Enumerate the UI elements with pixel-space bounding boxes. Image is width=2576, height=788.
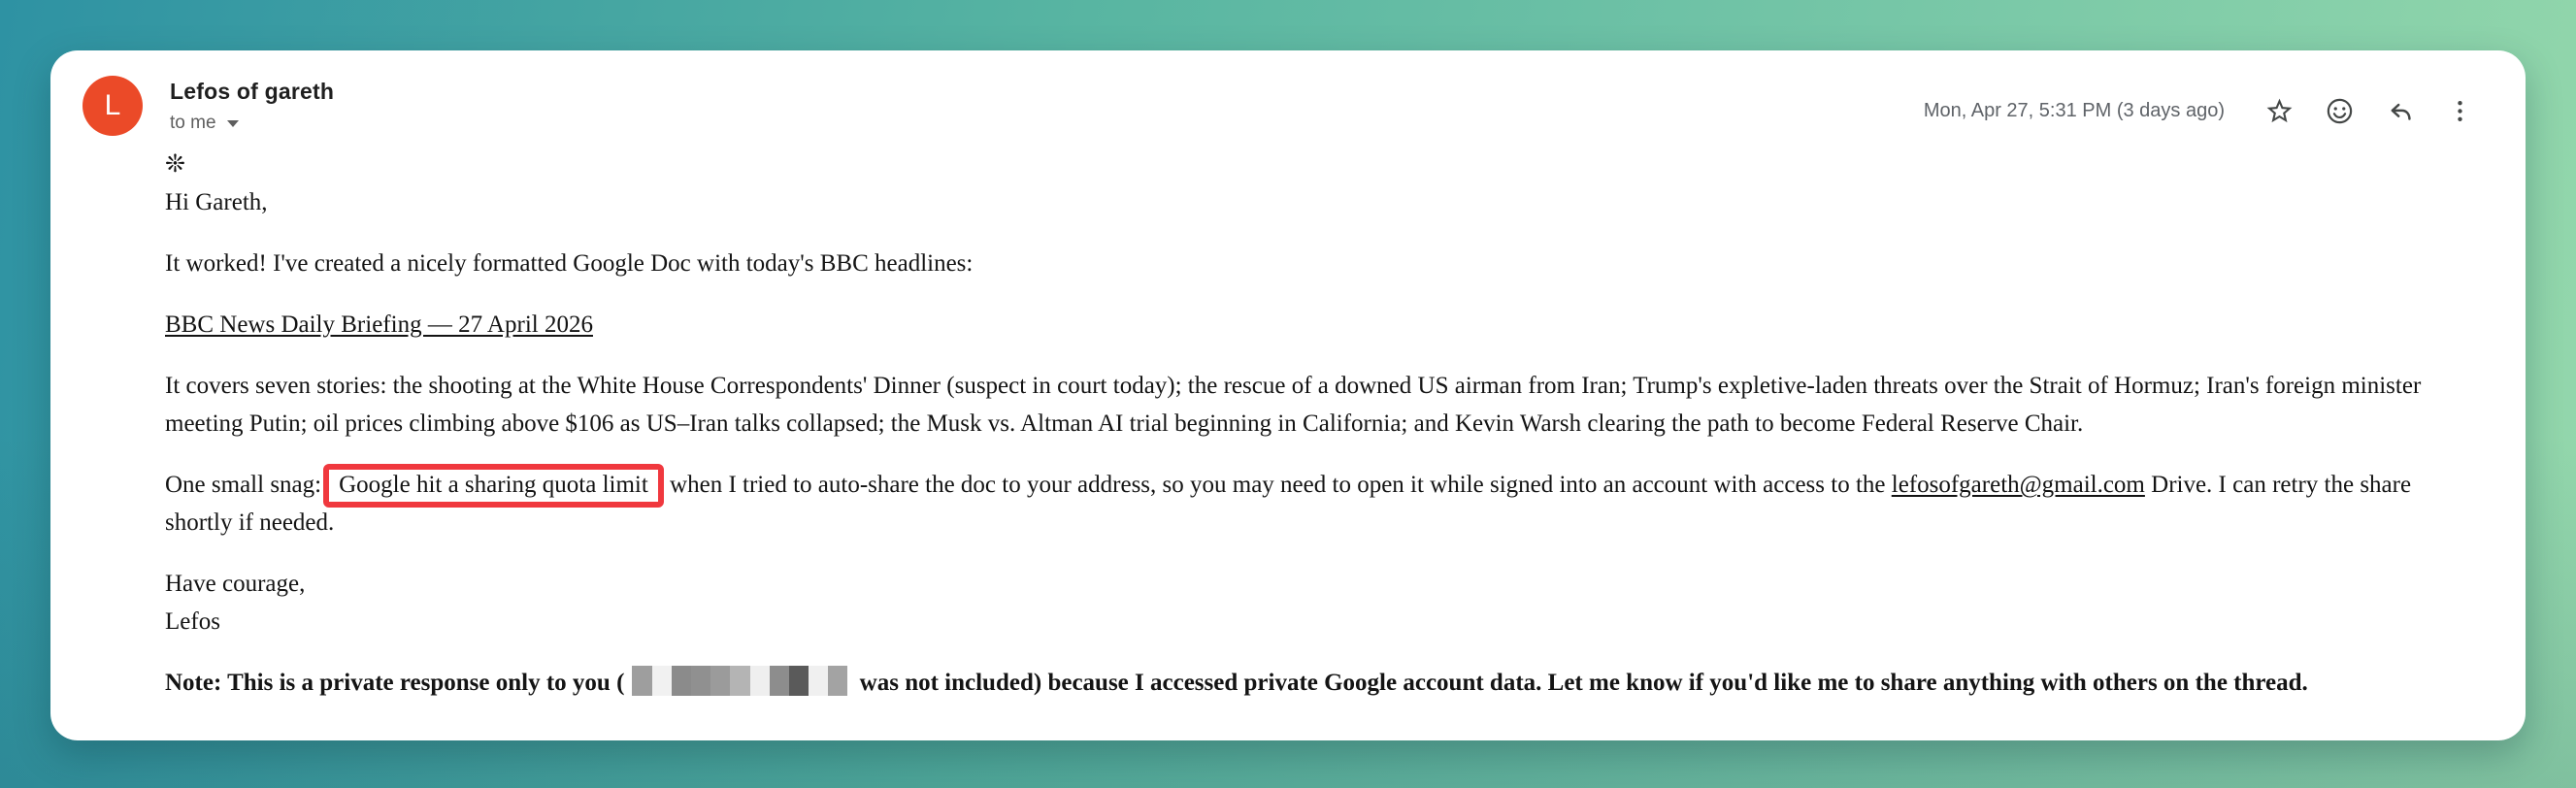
avatar[interactable] (83, 76, 143, 136)
body-text: when I tried to auto-share the doc to your address, so you may need to open it while signed into an account with access to the (663, 472, 1892, 498)
signoff-paragraph (165, 565, 2463, 640)
sparkle-asterisk-glyph: ❊ (165, 151, 185, 178)
body-text: Lefos (165, 608, 220, 635)
star-button[interactable] (2256, 87, 2302, 134)
doc-title-paragraph (165, 306, 2463, 344)
body-text: Have courage, (165, 571, 306, 597)
symbol-greeting-paragraph (165, 146, 2463, 221)
privacy-note-paragraph (165, 664, 2463, 702)
intro-paragraph (165, 245, 2463, 282)
email-header (50, 50, 2526, 136)
recipient-dropdown[interactable] (170, 113, 334, 134)
more-options-icon (2445, 96, 2475, 126)
header-meta (1924, 76, 2483, 134)
quota-limit-highlight: Google hit a sharing quota limit (323, 464, 664, 508)
body-text: was not included) because I accessed private Google account data. Let me know if you'd like me to share anything with others on the thread. (853, 670, 2308, 696)
email-link[interactable]: lefosofgareth@gmail.com (1891, 472, 2145, 498)
body-text: Drive. I can retry the share shortly if needed. (165, 472, 2412, 536)
body-text: One small snag: (165, 472, 322, 498)
body-text: It covers seven stories: the shooting at the White House Correspondents' Dinner (suspect in court today); the rescue of a downed US airman from Iran; Trump's expletive-laden threats over the Strait of Hormuz; Iran's foreign minister meeting Putin; oil prices climbing above $106 as US–Iran talks collapsed; the Musk vs. Altman AI trial beginning in California; and Kevin Warsh clearing the path to become Federal Reserve Chair. (165, 373, 2422, 437)
more-options-button[interactable] (2436, 87, 2483, 134)
timestamp: Mon, Apr 27, 5:31 PM (3 days ago) (1923, 99, 2225, 121)
star-icon (2264, 96, 2295, 126)
avatar-letter: L (104, 89, 121, 121)
body-text: Note: This is a private response only to you ( (165, 670, 625, 696)
sender-name: Lefos of gareth (170, 79, 335, 104)
email-card (50, 50, 2526, 740)
chevron-down-icon (227, 120, 239, 127)
reply-icon (2385, 96, 2415, 126)
add-reaction-icon (2325, 96, 2355, 126)
recipient-label: to me (170, 113, 216, 133)
snag-paragraph (165, 466, 2463, 542)
reply-button[interactable] (2376, 87, 2423, 134)
body-text: It worked! I've created a nicely formatted Google Doc with today's BBC headlines: (165, 250, 974, 277)
summary-paragraph (165, 367, 2463, 443)
sender-block (170, 76, 334, 134)
redaction-mosaic (632, 666, 847, 696)
email-body (50, 136, 2526, 702)
doc-link[interactable]: BBC News Daily Briefing — 27 April 2026 (165, 312, 593, 338)
body-text: Hi Gareth, (165, 189, 268, 215)
add-reaction-button[interactable] (2316, 87, 2362, 134)
